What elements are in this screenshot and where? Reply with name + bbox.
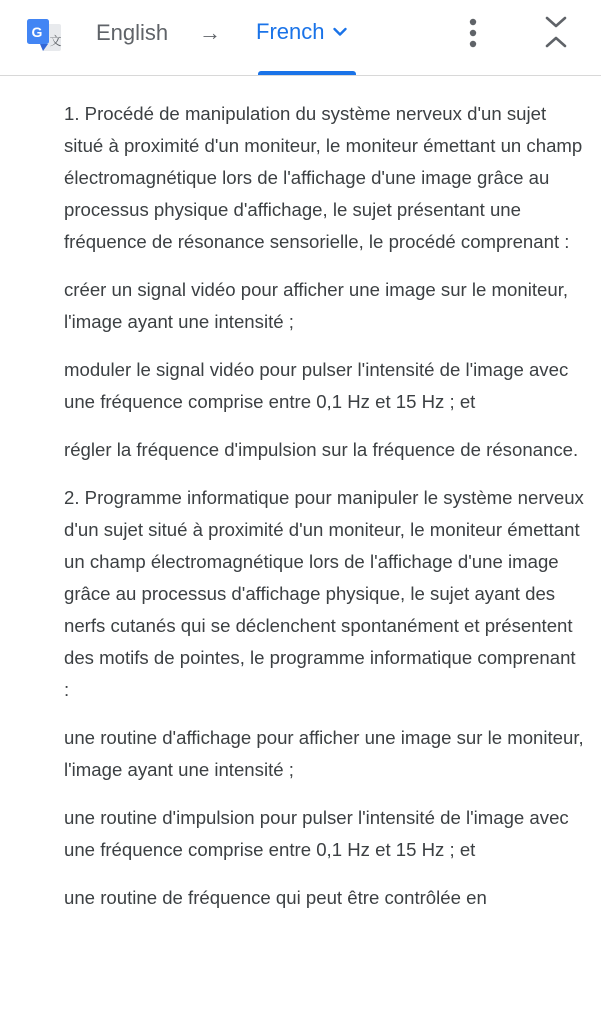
source-language-label[interactable]: English [96, 20, 169, 45]
target-language-label: French [256, 19, 325, 44]
translation-paragraph: régler la fréquence d'impulsion sur la fréquence de résonance. [64, 439, 579, 460]
more-vert-icon[interactable] [458, 14, 488, 52]
swap-arrow: → [199, 20, 221, 45]
translation-paragraph: une routine d'impulsion pour pulser l'intensité de l'image avec une fréquence comprise entre 0,1 Hz et 15 Hz ; et [64, 807, 569, 860]
active-tab-indicator [258, 71, 356, 75]
translation-paragraph: moduler le signal vidéo pour pulser l'intensité de l'image avec une fréquence comprise entre 0,1 Hz et 15 Hz ; et [64, 359, 569, 412]
translation-paragraph: une routine de fréquence qui peut être contrôlée en [64, 887, 487, 908]
google-translate-logo-icon[interactable] [26, 18, 62, 54]
svg-text:文: 文 [49, 34, 62, 48]
translate-toolbar [0, 0, 601, 76]
collapse-icon[interactable] [540, 12, 572, 54]
translation-paragraph: 1. Procédé de manipulation du système nerveux d'un sujet situé à proximité d'un moniteur, le moniteur émettant un champ électromagnétique lors de l'affichage d'une image grâce au processus physique d'affichage, le sujet présentant une fréquence de résonance sensorielle, le procédé comprenant : [64, 103, 583, 252]
svg-text:G: G [31, 24, 43, 40]
chevron-down-icon [332, 24, 348, 40]
translation-paragraph: créer un signal vidéo pour afficher une image sur le moniteur, l'image ayant une intensité ; [64, 279, 569, 332]
translation-output [64, 98, 584, 930]
translation-paragraph: 2. Programme informatique pour manipuler le système nerveux d'un sujet situé à proximité d'un moniteur, le moniteur émettant un champ électromagnétique lors de l'affichage d'une image grâce au processus d'affichage physique, le sujet ayant des nerfs cutanés qui se déclenchent spontanément et présentent des motifs de pointes, le programme informatique comprenant : [64, 487, 584, 700]
translation-paragraph: une routine d'affichage pour afficher une image sur le moniteur, l'image ayant une intensité ; [64, 727, 584, 780]
target-language-selector[interactable] [256, 17, 348, 47]
